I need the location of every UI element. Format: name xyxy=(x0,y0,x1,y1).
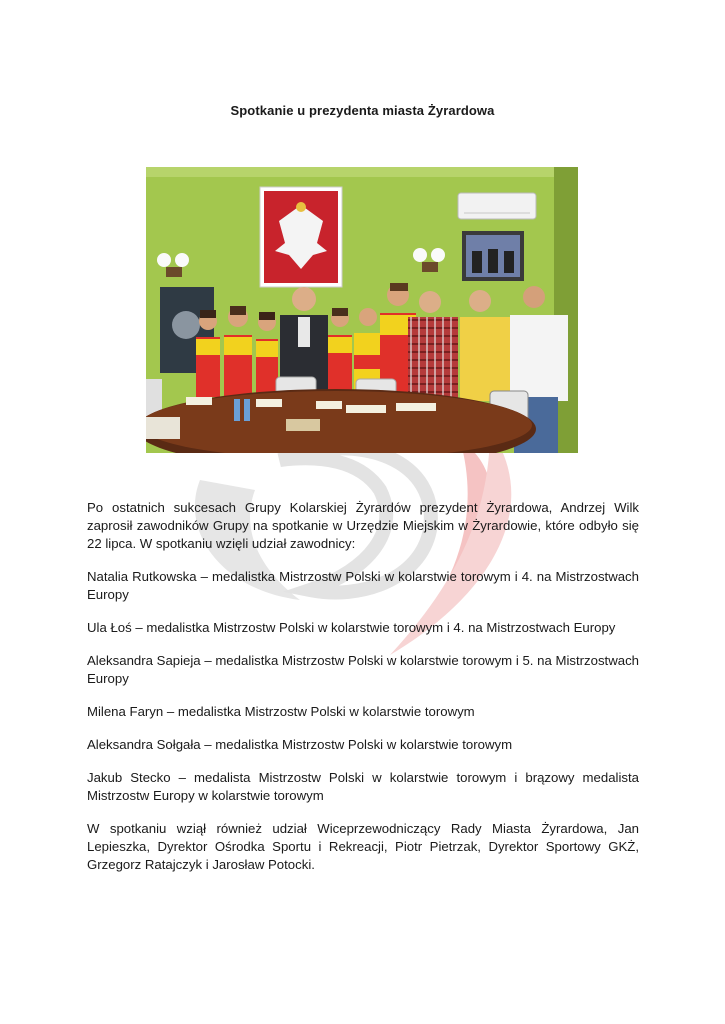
paragraph-athlete: Jakub Stecko – medalista Mistrzostw Polski w kolarstwie torowym i brązowy medalista Mistrzostw Europy w kolarstwie torowym xyxy=(87,770,639,803)
article-body xyxy=(87,499,639,889)
group-photo xyxy=(146,167,578,453)
paragraph-intro: Po ostatnich sukcesach Grupy Kolarskiej Żyrardów prezydent Żyrardowa, Andrzej Wilk zaprosił zawodników Grupy na spotkanie w Urzędzie Miejskim w Żyrardowie, które odbyło się 22 lipca. W spotkaniu wzięli udział zawodnicy: xyxy=(87,500,639,551)
paragraph-athlete: Ula Łoś – medalistka Mistrzostw Polski w kolarstwie torowym i 4. na Mistrzostwach Europy xyxy=(87,620,616,635)
paragraph-closing: W spotkaniu wziął również udział Wiceprzewodniczący Rady Miasta Żyrardowa, Jan Lepieszka, Dyrektor Ośrodka Sportu i Rekreacji, Piotr Pietrzak, Dyrektor Sportowy GKŻ, Grzegorz Ratajczyk i Jarosław Potocki. xyxy=(87,821,639,872)
paragraph-athlete: Natalia Rutkowska – medalistka Mistrzostw Polski w kolarstwie torowym i 4. na Mistrzostwach Europy xyxy=(87,569,639,602)
coat-of-arms-icon xyxy=(260,187,342,287)
paragraph-athlete: Aleksandra Sołgała – medalistka Mistrzostw Polski w kolarstwie torowym xyxy=(87,737,513,752)
paragraph-athlete: Aleksandra Sapieja – medalistka Mistrzostw Polski w kolarstwie torowym i 5. na Mistrzostwach Europy xyxy=(87,653,639,686)
paragraph-athlete: Milena Faryn – medalistka Mistrzostw Polski w kolarstwie torowym xyxy=(87,704,475,719)
page-title: Spotkanie u prezydenta miasta Żyrardowa xyxy=(230,103,495,118)
